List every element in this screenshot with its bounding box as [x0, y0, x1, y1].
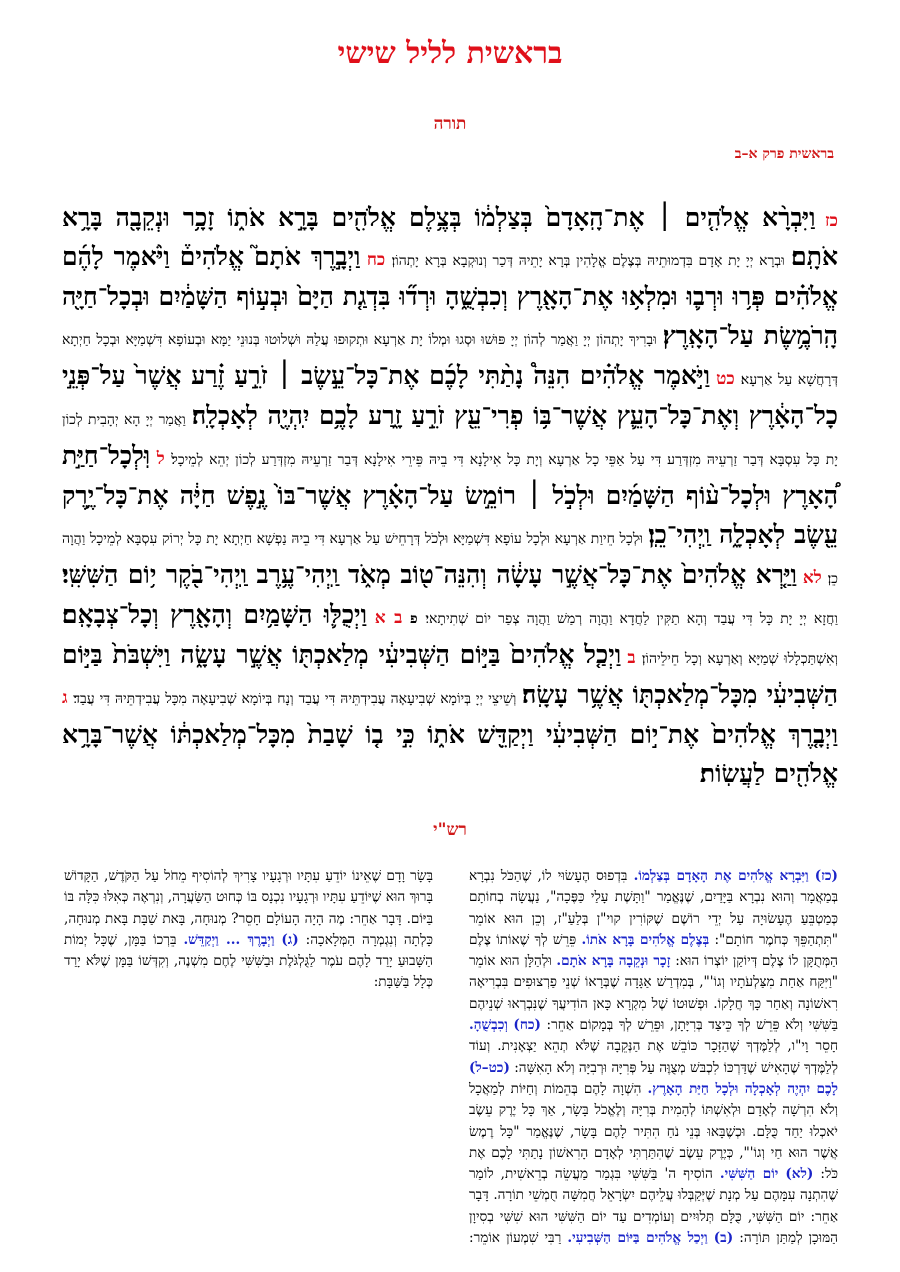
rashi-commentary	[64, 866, 838, 1258]
rashi-heading: וְכִבְשֻׁהָ.	[469, 1017, 508, 1034]
onkelos-text: וַאֲמַר יְיָ הָא יְהָבִית לְכוֹן יָת כָּל עִסְבָּא דְּבַר זַרְעֵיהּ מִזְדְּרַע דִּי עַל אַפֵּי כָל אַרְעָא וְיָת כָּל אִילָנָא דִּי בֵיהּ פֵּירֵי אִילָנָא דְּבַר זַרְעֵיהּ מִזְדְּרַע לְכוֹן יְהֵא לְמֵיכָל׃	[62, 412, 838, 468]
verse-text: וַיִּבְרָ֨א אֱלֹהִ֤ים ׀ אֶת־הָֽאָדָם֙ בְּצַלְמ֔וֹ בְּצֶ֥לֶם אֱלֹהִ֖ים בָּרָ֣א אֹת֑וֹ זָכָ֥ר וּנְקֵבָ֖ה בָּרָ֥א אֹתָֽם׃	[62, 203, 839, 271]
rashi-verse-ref: (כח)	[513, 1017, 541, 1034]
rashi-verse-ref: (ג)	[281, 931, 299, 948]
onkelos-text: וּבְרָא יְיָ יָת אָדָם בִּדְמוּתֵיהּ בְּצֶלֶם אֱלָהִין בְּרָא יָתֵיהּ דְּכַר וְנוּקְבָא בְּרָא יָתְהוֹן׃	[391, 253, 785, 269]
rashi-text: הוֹסִיף ה' בַּשִּׁשִּׁי בִּגְמַר מַעֲשֵׂה בְרֵאשִׁית, לוֹמַר שֶׁהִתְנָה עִמָּהֶם עַל מְנָת שֶׁיְּקַבְּלוּ עֲלֵיהֶם יִשְׂרָאֵל חֲמִשָּׁה חֻמְשֵׁי תוֹרָה. דָּבָר אַחֵר: יוֹם הַשִּׁשִּׁי, כֻּלָּם תְּלוּיִים וְעוֹמְדִים עַד יוֹם הַשִּׁשִּׁי הוּא שִׁשִּׁי בְסִיוָן הַמּוּכָן לְמַתַּן תּוֹרָה:	[469, 1166, 839, 1247]
verse-number: כט	[716, 369, 735, 389]
rashi-verse-ref: (כט–ל)	[469, 1059, 510, 1076]
rashi-text: פֵּרֵשׁ לְךָ שֶׁאוֹתוֹ צֶלֶם הַמְּתֻקָּן לוֹ צֶלֶם דְּיוֹקַן יוֹצְרוֹ הוּא:	[469, 931, 838, 970]
page-title: בראשית לליל שישי	[337, 36, 563, 71]
rashi-comment	[469, 1060, 838, 1182]
verse-text: וַיֹּ֣אמֶר אֱלֹהִ֗ים הִנֵּה֩ נָתַ֨תִּי לָכֶ֜ם אֶת־כָּל־עֵ֣שֶׂב ׀ זֹרֵ֣עַ זֶ֗רַע אֲשֶׁר֙ עַל־פְּנֵ֣י כָל־הָאָ֔רֶץ וְאֶת־כָּל־הָעֵ֛ץ אֲשֶׁר־בּ֥וֹ פְרִי־עֵ֖ץ זֹרֵ֣עַ זָ֑רַע לָכֶ֥ם יִֽהְיֶ֖ה לְאָכְלָֽה׃	[62, 361, 839, 430]
verse-text: וַיְבָ֣רֶךְ אֹתָם֮ אֱלֹהִים֒ וַיֹּ֨אמֶר לָהֶ֜ם אֱלֹהִ֗ים פְּר֥וּ וּרְב֛וּ וּמִלְא֥וּ אֶת־הָאָ֖רֶץ וְכִבְשֻׁ֑הָ וּרְד֞וּ בִּדְגַ֤ת הַיָּם֙ וּבְע֣וֹף הַשָּׁמַ֔יִם וּבְכָל־חַיָּ֖ה הָֽרֹמֶ֥שֶׂת עַל־הָאָֽרֶץ׃	[62, 242, 838, 350]
rashi-text: בֵּרְכוֹ בַּמָּן, שֶׁכָּל יְמוֹת הַשָּׁבוּעַ יָרַד לָהֶם עֹמֶר לַגֻּלְגֹּלֶת וּבַשִּׁשִּׁי לֶחֶם מִשְׁנֶה, וְקִדְּשׁוֹ בַּמָּן שֶׁלֹּא יָרַד כְּלָל בַּשַּׁבָּת:	[64, 931, 433, 991]
parasha-mark: פ	[410, 611, 418, 627]
rashi-text: בִּדְפוּס הֶעָשׂוּי לוֹ, שֶׁהַכֹּל נִבְרָא בְּמַאֲמָר וְהוּא נִבְרָא בַּיָּדַיִם, שֶׁנֶּאֱמַר "וַתָּשֶׁת עָלַי כַּפֶּכָה", נַעֲשָׂה בְחוֹתָם כְּמַטְבֵּעַ הֶעָשׂוּיָה עַל יְדֵי רוֹשֶׁם שֶׁקּוֹרִין קוי"ן בְּלַעַ"ז, וְכֵן הוּא אוֹמֵר "תִּתְהַפֵּךְ כְּחֹמֶר חוֹתָם":	[469, 868, 838, 948]
verse-text: וַיְכֻלּ֛וּ הַשָּׁמַ֥יִם וְהָאָ֖רֶץ וְכָל־צְבָאָֽם׃	[62, 600, 368, 629]
rashi-heading: וַיְכַל אֱלֹהִים בַּיּוֹם הַשְּׁבִיעִי.	[567, 1230, 708, 1247]
rashi-text: הִשְׁוָה לָהֶם בְּהֵמוֹת וְחַיּוֹת לְמַאֲכָל וְלֹא הִרְשָׁה לְאָדָם וּלְאִשְׁתּוֹ לְהָמִית בְּרִיָּה וְלֶאֱכֹל בָּשָׂר, אַךְ כָּל יֶרֶק עֵשֶׂב יֹאכְלוּ יַחַד כֻּלָּם. וּכְשֶׁבָּאוּ בְּנֵי נֹחַ הִתִּיר לָהֶם בָּשָׂר, שֶׁנֶּאֱמַר "כָּל רֶמֶשׂ אֲשֶׁר הוּא חַי וְגוֹ'", כְּיֶרֶק עֵשֶׂב שֶׁהִתַּרְתִּי לְאָדָם הָרִאשׁוֹן נָתַתִּי לָכֶם אֶת כֹּל:	[469, 1080, 839, 1183]
rashi-heading: לָכֶם יִהְיֶה לְאָכְלָה וּלְכָל חַיַּת הָאָרֶץ.	[647, 1080, 839, 1097]
verse-text: וַיְבָ֤רֶךְ אֱלֹהִים֙ אֶת־י֣וֹם הַשְּׁבִיעִ֔י וַיְקַדֵּ֖שׁ אֹת֑וֹ כִּ֣י ב֤וֹ שָׁבַת֙ מִכָּל־מְלַאכְתּ֔וֹ אֲשֶׁר־בָּרָ֥א אֱלֹהִ֖ים לַעֲשֽׂוֹת׃	[62, 720, 838, 788]
verse-number: לא	[802, 568, 822, 588]
onkelos-text: וְשֵׁיצֵי יְיָ בְּיוֹמָא שְׁבִיעָאָה עֲבִידְתֵּיהּ דִּי עֲבַד וְנָח בְּיוֹמָא שְׁבִיעָאָה מִכָּל עֲבִידְתֵּיהּ דִּי עֲבַד׃	[73, 691, 517, 707]
verse-number: ב	[627, 648, 636, 668]
verse-text: וַיַּ֤רְא אֱלֹהִים֙ אֶת־כָּל־אֲשֶׁ֣ר עָשָׂ֔ה וְהִנֵּה־ט֖וֹב מְאֹ֑ד וַֽיְהִי־עֶ֥רֶב וַֽיְהִי־בֹ֖קֶר י֥וֹם הַשִּׁשִּֽׁי׃	[62, 560, 797, 589]
verse	[62, 361, 839, 468]
rashi-text: חָסֵר וָי"ו, לְלַמֶּדְךָ שֶׁהַזָּכָר כּוֹבֵשׁ אֶת הַנְּקֵבָה שֶׁלֹּא תְהֵא יַצְאָנִית. וְעוֹד לְלַמֶּדְךָ שֶׁהָאִישׁ שֶׁדַּרְכּוֹ לִכְבּשׁ מְצֻוֶּה עַל פְּרִיָּה וּרְבִיָּה וְלֹא הָאִשָּׁה:	[469, 1038, 838, 1076]
rashi-verse-ref: (ב)	[713, 1230, 734, 1247]
torah-text	[62, 200, 839, 788]
verse-number: כח	[366, 250, 386, 270]
rashi-heading: וַיְבָרֶךְ ... וַיְקַדֵּשׁ.	[183, 931, 275, 948]
onkelos-text: וּבָרִיךְ יָתְהוֹן יְיָ וַאֲמַר לְהוֹן יְיָ פּוּשׁוּ וּסְגוּ וּמְלוֹ יָת אַרְעָא וּתְקוּפוּ עֲלַהּ וּשְׁלוּטוּ בְּנוּנֵי יַמָּא וּבְעוֹפָא דִּשְׁמַיָּא וּבְכָל חַיְתָא דְּרָחֲשָׁא עַל אַרְעָא׃	[62, 332, 839, 388]
verse-number: ג	[62, 688, 68, 708]
section-title-torah: תורה	[433, 114, 467, 134]
verse-text: וַיְכַ֤ל אֱלֹהִים֙ בַּיּ֣וֹם הַשְּׁבִיעִ֔י מְלַאכְתּ֖וֹ אֲשֶׁ֣ר עָשָׂ֑ה וַיִּשְׁבֹּת֙ בַּיּ֣וֹם הַשְּׁבִיעִ֔י מִכָּל־מְלַאכְתּ֖וֹ אֲשֶׁ֥ר עָשָֽׂה׃	[62, 640, 838, 709]
rashi-heading: וַיִּבְרָא אֱלֹהִים אֶת הָאָדָם בְּצַלְמוֹ.	[633, 868, 809, 884]
rashi-text: וּלְהַלָּן הוּא אוֹמֵר "וַיִּקַּח אַחַת מִצַּלְעֹתָיו וְגוֹ'", בְּמִדְרַשׁ אַגָּדָה שֶׁבְּרָאוֹ שְׁנֵי פַרְצוּפִים בִּבְרִיאָה רִאשׁוֹנָה וְאַחַר כָּךְ חֲלָקוֹ. וּפְשׁוּטוֹ שֶׁל מִקְרָא כָּאן הוֹדִיעֲךָ שֶׁנִּבְרְאוּ שְׁנֵיהֶם בַּשִּׁשִּׁי וְלֹא פֵּרֵשׁ לְךָ כֵּיצַד בְּרִיָּתָן, וּפֵרֵשׁ לְךָ בְּמָקוֹם אַחֵר:	[469, 953, 838, 1034]
rashi-text: רַבִּי שִׁמְעוֹן אוֹמֵר: בָּשָׂר וָדָם שֶׁאֵינוֹ יוֹדֵעַ עִתָּיו וּרְגָעָיו צָרִיךְ לְהוֹסִיף מֵחֹל עַל הַקֹּדֶשׁ, הַקָּדוֹשׁ בָּרוּךְ הוּא שֶׁיּוֹדֵעַ עִתָּיו וּרְגָעָיו נִכְנָס בּוֹ כְּחוּט הַשַּׂעֲרָה, וְנִרְאֶה כְּאִלּוּ כִּלָּה בּוֹ בַּיּוֹם. דָּבָר אַחֵר: מֶה הָיָה הָעוֹלָם חָסֵר? מְנוּחָה, בָּאת שַׁבָּת בָּאת מְנוּחָה, כָּלְתָה וְנִגְמְרָה הַמְּלָאכָה:	[64, 868, 562, 1247]
chapter-reference: בראשית פרק א–ב	[734, 146, 834, 162]
rashi-verse-ref: (לא)	[785, 1166, 814, 1183]
rashi-heading: יוֹם הַשִּׁשִּׁי.	[719, 1166, 779, 1183]
onkelos-text: וַחֲזָא יְיָ יָת כָּל דִּי עֲבַד וְהָא תַקִּין לַחֲדָא וַהֲוָה רְמַשׁ וַהֲוָה צְפַר יוֹם שְׁתִיתָאי׃	[425, 611, 838, 627]
rashi-verse-ref: (כז)	[814, 868, 838, 884]
onkelos-text: וּלְכָל חֵיוַת אַרְעָא וּלְכָל עוֹפָא דִּשְׁמַיָּא וּלְכֹל דְּרָחֵישׁ עַל אַרְעָא דִּי בֵיהּ נַפְשָׁא חַיְתָא יָת כָּל יְרוֹק עִסְבָּא לְמֵיכָל וַהֲוָה כֵן׃	[62, 531, 839, 587]
verse-number: כז	[824, 211, 838, 231]
rashi-heading: זָכָר וּנְקֵבָה בָּרָא אֹתָם.	[556, 953, 671, 970]
verse-number: ב א	[374, 608, 403, 628]
onkelos-text: וְאִשְׁתַּכְלָלוּ שְׁמַיָּא וְאַרְעָא וְכָל חֵילֵיהוֹן׃	[641, 651, 839, 667]
verse-text: וּֽלְכָל־חַיַּ֣ת הָ֠אָרֶץ וּלְכָל־ע֨וֹף הַשָּׁמַ֜יִם וּלְכֹ֣ל ׀ רוֹמֵ֣שׂ עַל־הָאָ֗רֶץ אֲשֶׁר־בּוֹ֙ נֶ֣פֶשׁ חַיָּ֔ה אֶת־כָּל־יֶ֥רֶק עֵ֖שֶׂב לְאָכְלָ֑ה וַֽיְהִי־כֵֽן׃	[62, 441, 838, 549]
verse-number: ל	[156, 449, 165, 469]
section-title-rashi: רש"י	[433, 820, 467, 840]
rashi-heading: בְּצֶלֶם אֱלֹהִים בָּרָא אֹתוֹ.	[581, 931, 710, 948]
